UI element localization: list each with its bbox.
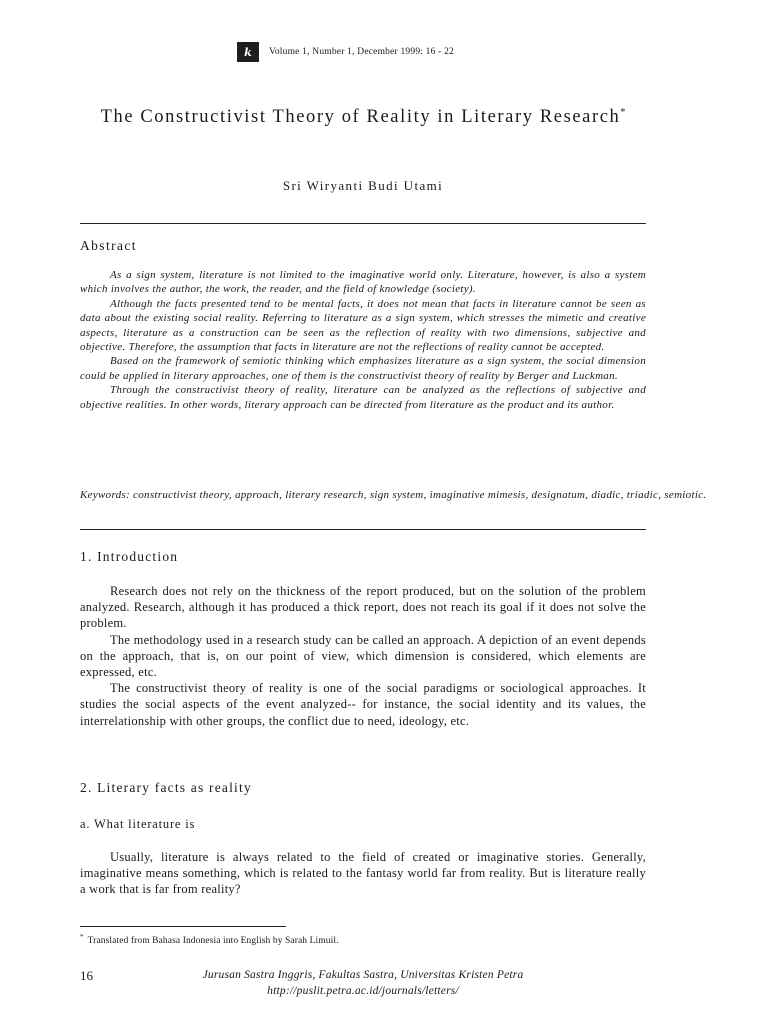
keywords-label: Keywords:	[80, 489, 130, 501]
body-paragraph: Usually, literature is always related to the field of created or imaginative stories. Generally, imaginative means something, which is related to the fantasy world far from reality. But is literature really a work that is far from reality?	[80, 850, 646, 897]
footnote-text: Translated from Bahasa Indonesia into English by Sarah Limuil.	[87, 936, 339, 947]
journal-header	[237, 42, 454, 62]
section2-body	[80, 849, 646, 898]
section-heading-literary-facts: 2. Literary facts as reality	[80, 780, 252, 795]
footnote	[80, 933, 339, 946]
subsection-heading-what-literature-is: a. What literature is	[80, 817, 196, 831]
footnote-rule	[80, 926, 286, 927]
abstract-paragraph: As a sign system, literature is not limited to the imaginative world only. Literature, however, is also a system which involves the author, the work, the reader, and the field of knowledge (society).	[80, 269, 646, 296]
abstract-bottom-rule	[80, 529, 646, 530]
journal-logo-icon: k	[237, 42, 259, 62]
abstract-paragraph: Through the constructivist theory of reality, literature can be analyzed as the reflections of subjective and objective realities. In other words, literary approach can be directed from literature as the product and its author.	[80, 384, 646, 411]
abstract-body	[80, 268, 646, 412]
abstract-paragraph: Based on the framework of semiotic thinking which emphasizes literature as a sign system, the social dimension could be applied in literary approaches, one of them is the constructivist theory of reality by Berger and Luckman.	[80, 355, 646, 382]
page-number: 16	[80, 968, 93, 983]
paper-title-text: The Constructivist Theory of Reality in Literary Research	[100, 107, 621, 128]
body-paragraph: The methodology used in a research study can be called an approach. A depiction of an event depends on the approach, that is, on our point of view, which dimension is considered, which elements are expressed, etc.	[80, 632, 646, 680]
title-footnote-mark: *	[620, 107, 626, 118]
page-footer	[80, 967, 646, 999]
journal-citation: Volume 1, Number 1, December 1999: 16 - 22	[269, 47, 454, 57]
footer-url[interactable]: http://puslit.petra.ac.id/journals/letters/	[267, 985, 459, 997]
introduction-body	[80, 583, 646, 729]
body-paragraph: Research does not rely on the thickness of the report produced, but on the solution of the problem analyzed. Research, although it has produced a thick report, does not reach its goal if it does not solve the problem.	[80, 584, 646, 631]
footer-institution: Jurusan Sastra Inggris, Fakultas Sastra, Universitas Kristen Petra	[202, 969, 524, 981]
paper-title	[80, 100, 646, 130]
abstract-paragraph: Although the facts presented tend to be mental facts, it does not mean that facts in literature cannot be seen as data about the existing social reality. Referring to literature as a sign system, which stresses the mimetic and creative aspects, literature as a construction can be seen as the reflection of reality with two dimensions, subjective and objective. Therefore, the assumption that facts in literature are not the reflections of reality cannot be accepted.	[80, 297, 646, 354]
keywords	[80, 488, 712, 503]
author-name: Sri Wiryanti Budi Utami	[282, 178, 444, 193]
abstract-top-rule	[80, 223, 646, 224]
body-paragraph: The constructivist theory of reality is one of the social paradigms or sociological approaches. It studies the social aspects of the event analyzed-- for instance, the social identity and its values, the interrelationship with other groups, the conflict due to need, ideology, etc.	[80, 681, 646, 728]
section-heading-introduction: 1. Introduction	[80, 549, 179, 564]
keywords-list: constructivist theory, approach, literary research, sign system, imaginative mimesis, designatum, diadic, triadic, semiotic.	[133, 489, 707, 501]
footnote-mark: *	[80, 933, 84, 941]
abstract-heading: Abstract	[80, 238, 137, 253]
